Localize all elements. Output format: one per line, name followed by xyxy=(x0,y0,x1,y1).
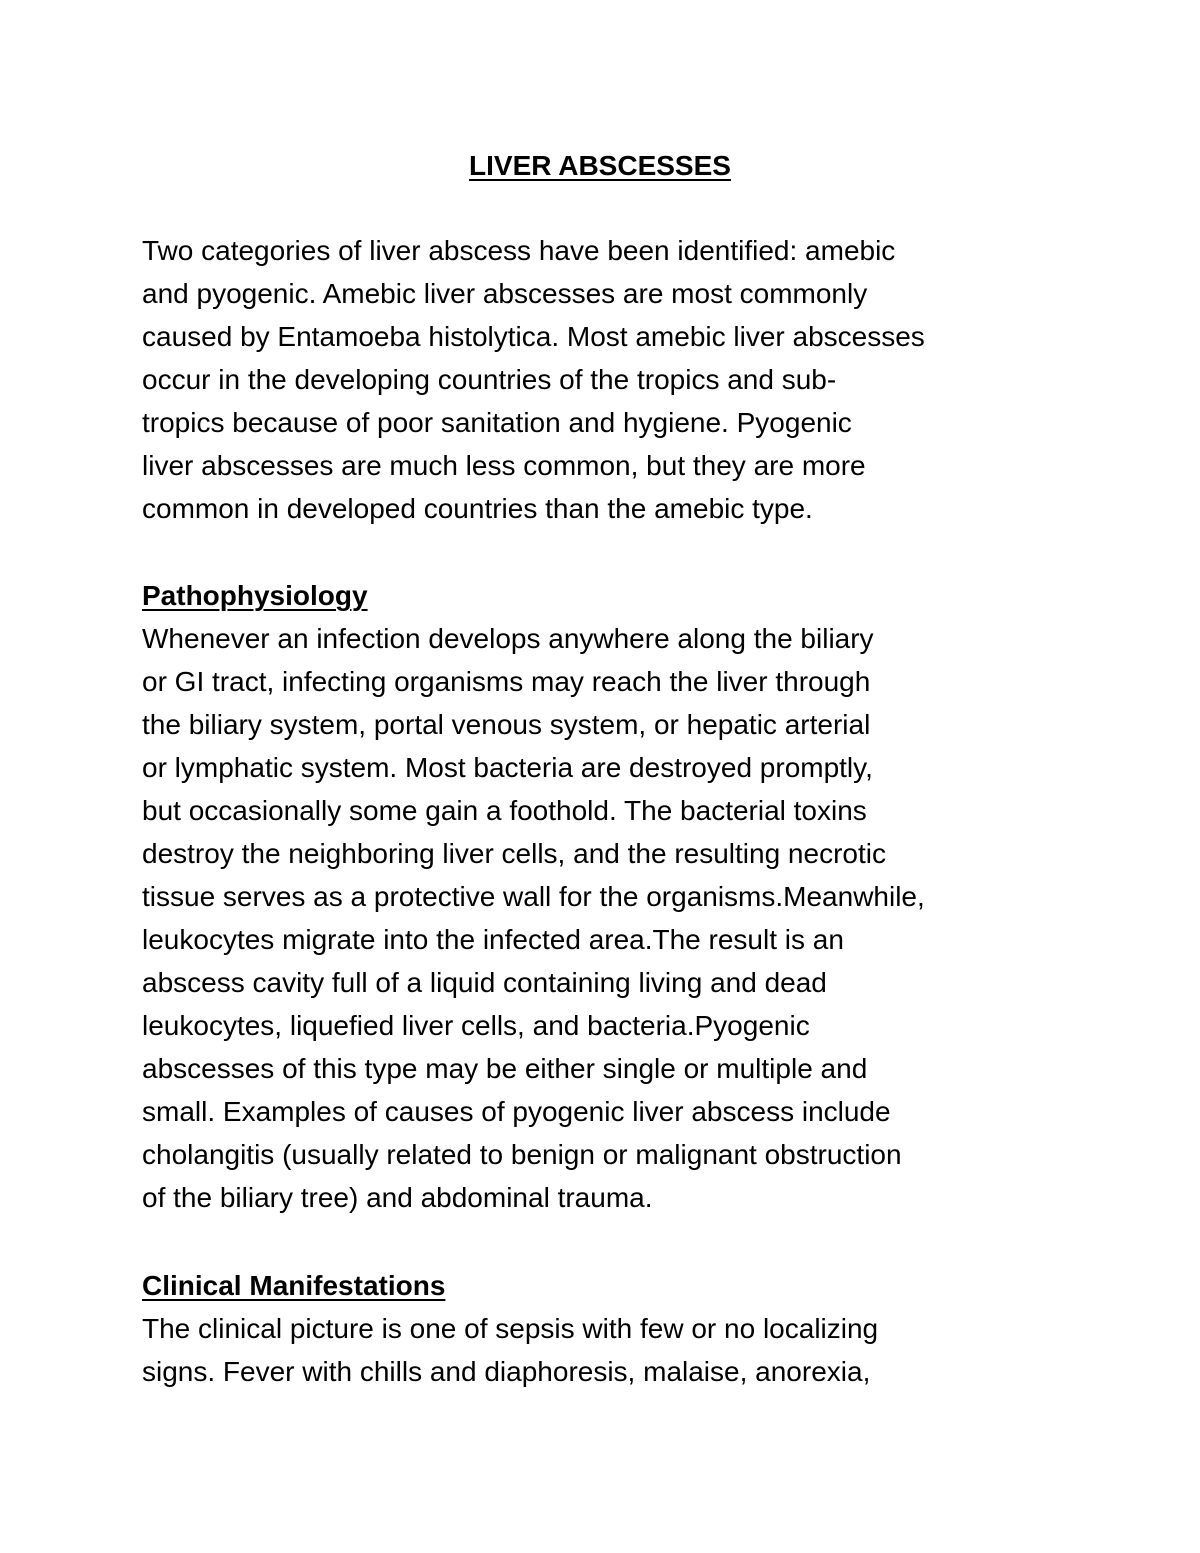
paragraph-line: and pyogenic. Amebic liver abscesses are most commonly xyxy=(142,278,868,309)
paragraph-line: common in developed countries than the amebic type. xyxy=(142,493,813,524)
paragraph-line: occur in the developing countries of the tropics and sub- xyxy=(142,364,837,395)
paragraph-line: signs. Fever with chills and diaphoresis, malaise, anorexia, xyxy=(142,1356,871,1387)
pathophysiology-heading: Pathophysiology xyxy=(142,580,368,611)
paragraph-line: caused by Entamoeba histolytica. Most amebic liver abscesses xyxy=(142,321,925,352)
pathophysiology-section xyxy=(142,574,1102,1219)
document-title: LIVER ABSCESSES xyxy=(469,150,731,181)
paragraph-line: abscess cavity full of a liquid containing living and dead xyxy=(142,967,827,998)
paragraph-line: the biliary system, portal venous system, or hepatic arterial xyxy=(142,709,871,740)
paragraph-line: of the biliary tree) and abdominal trauma. xyxy=(142,1182,653,1213)
paragraph-line: destroy the neighboring liver cells, and the resulting necrotic xyxy=(142,838,886,869)
paragraph-line: small. Examples of causes of pyogenic liver abscess include xyxy=(142,1096,891,1127)
paragraph-line: tropics because of poor sanitation and hygiene. Pyogenic xyxy=(142,407,852,438)
paragraph-line: leukocytes, liquefied liver cells, and bacteria.Pyogenic xyxy=(142,1010,810,1041)
clinical-manifestations-heading: Clinical Manifestations xyxy=(142,1270,446,1301)
paragraph-line: abscesses of this type may be either single or multiple and xyxy=(142,1053,868,1084)
paragraph-line: tissue serves as a protective wall for the organisms.Meanwhile, xyxy=(142,881,925,912)
paragraph-line: or GI tract, infecting organisms may reach the liver through xyxy=(142,666,871,697)
paragraph-line: Whenever an infection develops anywhere along the biliary xyxy=(142,623,874,654)
intro-paragraph xyxy=(142,229,1102,530)
paragraph-line: but occasionally some gain a foothold. The bacterial toxins xyxy=(142,795,867,826)
paragraph-line: The clinical picture is one of sepsis with few or no localizing xyxy=(142,1313,879,1344)
paragraph-line: liver abscesses are much less common, but they are more xyxy=(142,450,866,481)
clinical-manifestations-section xyxy=(142,1264,1102,1393)
paragraph-line: or lymphatic system. Most bacteria are destroyed promptly, xyxy=(142,752,873,783)
paragraph-line: leukocytes migrate into the infected area.The result is an xyxy=(142,924,844,955)
paragraph-line: cholangitis (usually related to benign or malignant obstruction xyxy=(142,1139,902,1170)
paragraph-line: Two categories of liver abscess have been identified: amebic xyxy=(142,235,896,266)
